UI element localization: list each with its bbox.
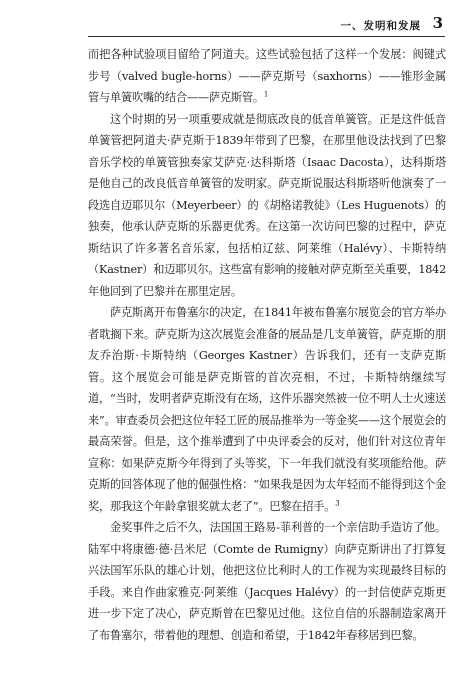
paragraph-2 (88, 109, 446, 303)
footnote-mark-1: 1 (263, 90, 269, 99)
body-text (88, 44, 446, 646)
footnote-mark-3: 3 (335, 498, 340, 507)
header-rule (88, 36, 445, 37)
paragraph-3 (88, 302, 446, 517)
page-header (0, 0, 459, 40)
chapter-title: 一、发明和发展 (340, 20, 421, 32)
paragraph-1-text: 而把各种试验项目留给了阿道夫。这些试验包括了这样一个发展：阀键式步号（valved bugle-horns）——萨克斯号（saxhorns）——锥形金属管与单簧吹嘴的结合——萨克斯管。 (88, 48, 446, 104)
paragraph-2-text: 这个时期的另一项重要成就是彻底改良的低音单簧管。正是这件低音单簧管把阿道夫·萨克斯于1839年带到了巴黎，在那里他设法找到了巴黎音乐学校的单簧管独奏家艾萨克·达科斯塔（Isaac Dacosta），达科斯塔是他自己的改良低音单簧管的发明家。萨克斯说服达科斯塔听他演奏了一段选自迈耶贝尔（Meyerbeer）的《胡格诺教徒》（Les Huguenots）的独奏，他承认萨克斯的乐器更优秀。在这第一次访问巴黎的过程中，萨克斯结识了许多著名音乐家，包括柏辽兹、阿莱维（Halévy）、卡斯特纳（Kastner）和迈耶贝尔。这些富有影响的接触对萨克斯至关重要，1842年他回到了巴黎并在那里定居。 (88, 112, 446, 298)
paragraph-1 (88, 44, 446, 109)
paragraph-3-text: 萨克斯离开布鲁塞尔的决定，在1841年被布鲁塞尔展览会的官方举办者耽搁下来。萨克斯为这次展览会准备的展品是几支单簧管，萨克斯的朋友乔治斯·卡斯特纳（Georges Kastner）告诉我们，还有一支萨克斯管。这个展览会可能是萨克斯管的首次亮相，不过，卡斯特纳继续写道，“当时，发明者萨克斯没有在场，这件乐器突然被一位不明人士火速送来”。审查委员会把这位年轻工匠的展品推举为一等金奖——这个展览会的最高荣誉。但是，这个推举遭到了中央评委会的反对，他们针对这位青年宣称：如果萨克斯今年得到了头等奖，下一年我们就没有奖项能给他。萨克斯的回答体现了他的倔强性格：“如果我是因为太年轻而不能得到这个金奖，那我这个年龄拿银奖就太老了”。巴黎在招手。 (88, 306, 446, 513)
page-number: 3 (432, 14, 443, 32)
paragraph-4-text: 金奖事件之后不久，法国国王路易-菲利普的一个亲信助手造访了他。陆军中将康德·德·吕米尼（Comte de Rumigny）向萨克斯讲出了打算复兴法国军乐队的雄心计划，他把这位比利时人的工作视为实现最终目标的手段。来自作曲家雅克·阿莱维（Jacques Halévy）的一封信使萨克斯更进一步下定了决心，萨克斯曾在巴黎见过他。这位自信的乐器制造家离开了布鲁塞尔，带着他的理想、创造和希望，于1842年春移居到巴黎。 (88, 521, 446, 642)
paragraph-4 (88, 517, 446, 646)
